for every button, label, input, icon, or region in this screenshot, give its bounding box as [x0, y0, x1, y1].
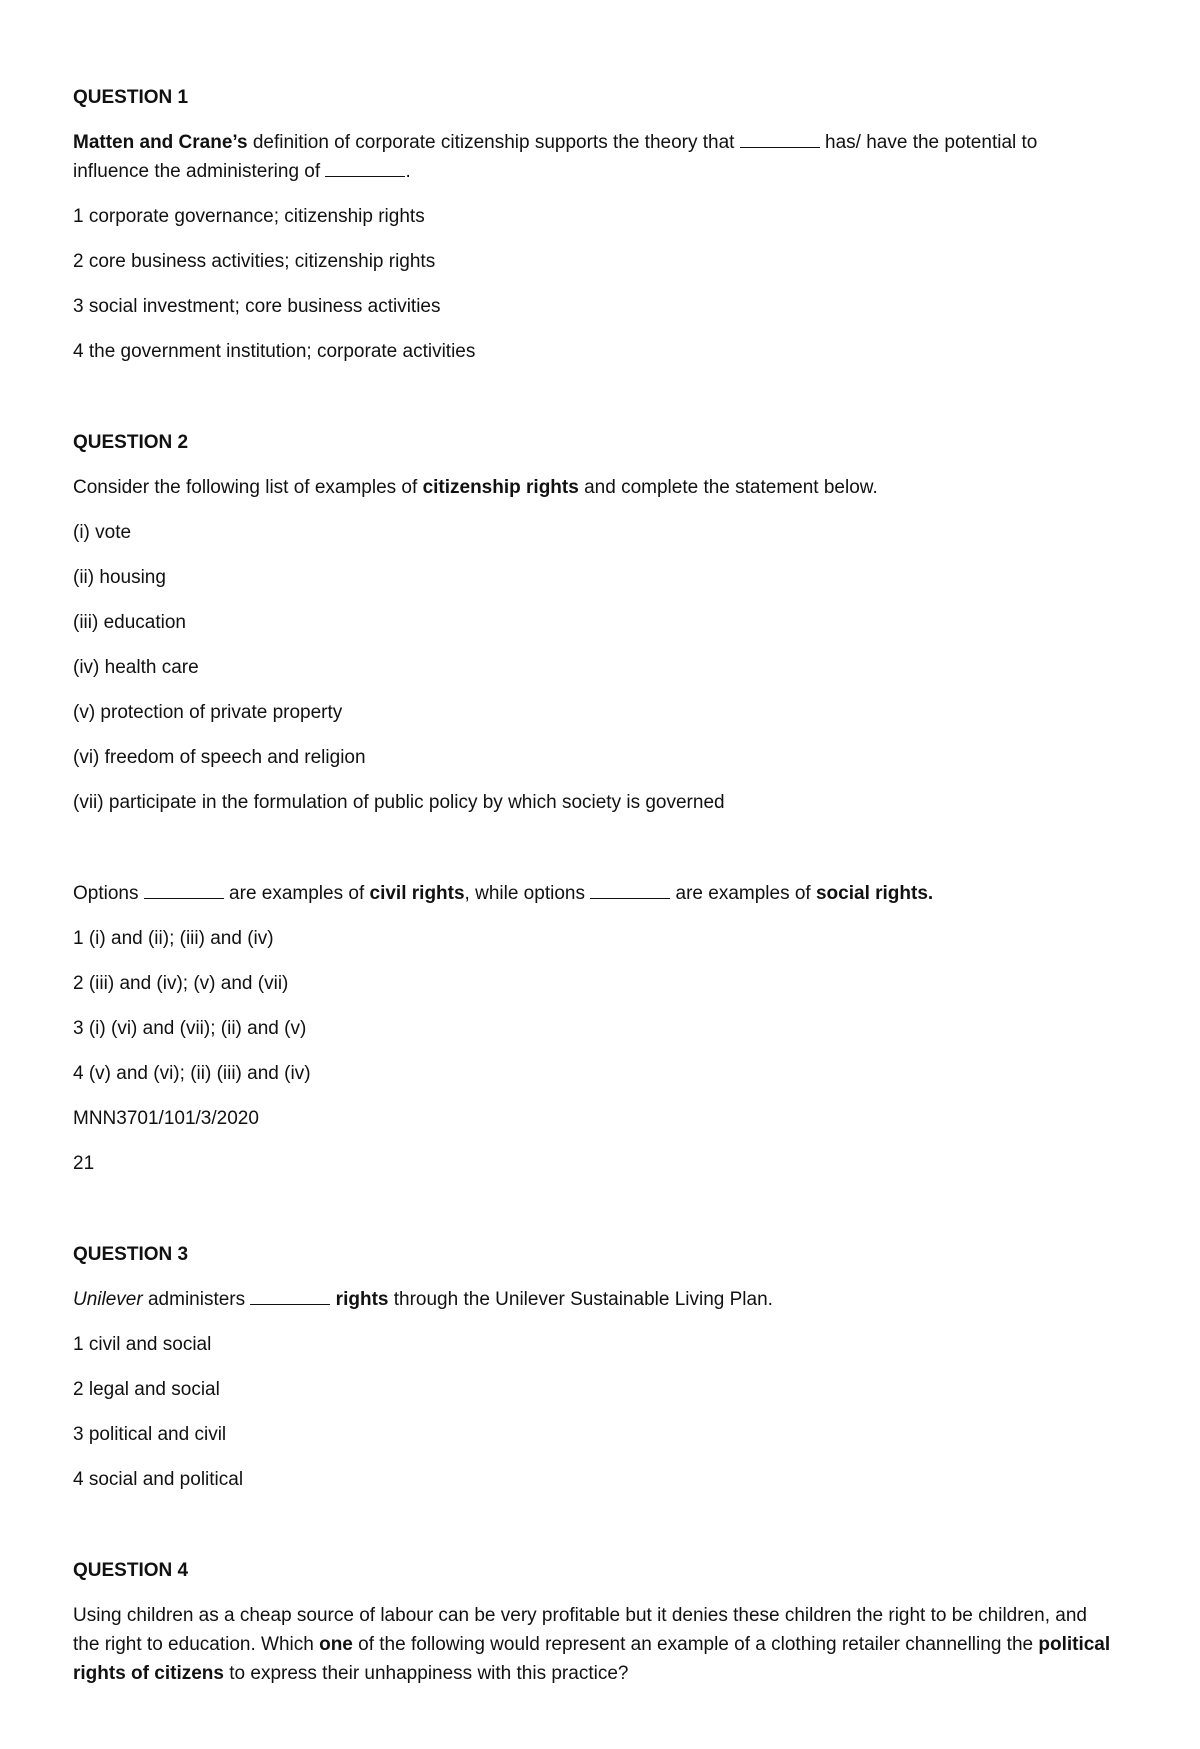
- question-2-title: QUESTION 2: [73, 432, 189, 453]
- question-3-option: 3 political and civil: [73, 1424, 227, 1445]
- question-1-title: QUESTION 1: [73, 87, 189, 108]
- question-2-statement-part1: Options: [73, 883, 144, 904]
- question-1-stem-part1: definition of corporate citizenship supports the theory that: [247, 132, 740, 153]
- question-2-intro-part2: and complete the statement below.: [578, 477, 878, 498]
- question-2: [73, 428, 1120, 1178]
- question-3-option: 1 civil and social: [73, 1334, 212, 1355]
- question-2-statement-bold2: social rights: [815, 883, 928, 904]
- document-code: MNN3701/101/3/2020: [73, 1108, 259, 1129]
- rights-list-item: (iv) health care: [73, 657, 199, 678]
- question-2-option: 1 (i) and (ii); (iii) and (iv): [73, 928, 274, 949]
- question-1-option: 3 social investment; core business activities: [73, 296, 441, 317]
- question-2-intro: [73, 473, 1120, 502]
- question-2-statement: [73, 879, 1120, 908]
- question-1-option: 1 corporate governance; citizenship rights: [73, 206, 425, 227]
- question-4-title: QUESTION 4: [73, 1560, 189, 1581]
- question-3-stem-part1: administers: [142, 1289, 251, 1310]
- question-1-stem-part2: has/ have the potential to influence the administering of: [73, 132, 1038, 182]
- question-1-option: 4 the government institution; corporate activities: [73, 341, 476, 362]
- answer-blank: [590, 882, 670, 899]
- question-2-statement-part5: .: [927, 883, 934, 904]
- question-3-stem-italic: Unilever: [73, 1289, 143, 1310]
- rights-list-item: (i) vote: [73, 522, 132, 543]
- rights-list-item: (v) protection of private property: [73, 702, 343, 723]
- question-1-option: 2 core business activities; citizenship rights: [73, 251, 436, 272]
- question-1-stem: [73, 128, 1113, 186]
- answer-blank: [325, 160, 405, 177]
- question-4-stem-part1: Using children as a cheap source of labour can be very profitable but it denies these children the right to be children, and the right to education. Which: [73, 1605, 1087, 1655]
- question-4-stem: [73, 1601, 1113, 1688]
- question-2-intro-bold: citizenship rights: [422, 477, 579, 498]
- question-4-stem-part2: of the following would represent an example of a clothing retailer channelling the: [352, 1634, 1039, 1655]
- question-3-option: 2 legal and social: [73, 1379, 220, 1400]
- question-4-stem-bold1: one: [319, 1634, 353, 1655]
- question-2-statement-part3: , while options: [464, 883, 591, 904]
- rights-list-item: (vi) freedom of speech and religion: [73, 747, 366, 768]
- question-2-option: 4 (v) and (vi); (ii) (iii) and (iv): [73, 1063, 311, 1084]
- question-2-option: 2 (iii) and (iv); (v) and (vii): [73, 973, 289, 994]
- question-3-stem-part2: through the Unilever Sustainable Living Plan.: [388, 1289, 773, 1310]
- question-2-statement-bold1: civil rights: [369, 883, 465, 904]
- question-4-stem-part3: to express their unhappiness with this practice?: [223, 1663, 629, 1684]
- question-3-title: QUESTION 3: [73, 1244, 189, 1265]
- answer-blank: [740, 131, 820, 148]
- question-3-option: 4 social and political: [73, 1469, 244, 1490]
- question-1-stem-bold: Matten and Crane’s: [73, 132, 248, 153]
- question-4-stem-bold2: political rights of citizens: [73, 1634, 1111, 1684]
- question-1: [73, 83, 1120, 366]
- question-1-stem-part3: .: [405, 161, 411, 182]
- question-2-statement-part2: are examples of: [223, 883, 370, 904]
- rights-list-item: (vii) participate in the formulation of public policy by which society is governed: [73, 792, 725, 813]
- page-number: 21: [73, 1153, 95, 1174]
- rights-list-item: (ii) housing: [73, 567, 166, 588]
- question-2-intro-part1: Consider the following list of examples of: [73, 477, 423, 498]
- question-2-option: 3 (i) (vi) and (vii); (ii) and (v): [73, 1018, 307, 1039]
- rights-list-item: (iii) education: [73, 612, 186, 633]
- answer-blank: [144, 882, 224, 899]
- question-3-stem-bold: rights: [330, 1289, 389, 1310]
- question-3-stem: [73, 1285, 1120, 1314]
- question-3: [73, 1240, 1120, 1494]
- answer-blank: [250, 1288, 330, 1305]
- question-2-statement-part4: are examples of: [670, 883, 816, 904]
- question-4: [73, 1556, 1120, 1688]
